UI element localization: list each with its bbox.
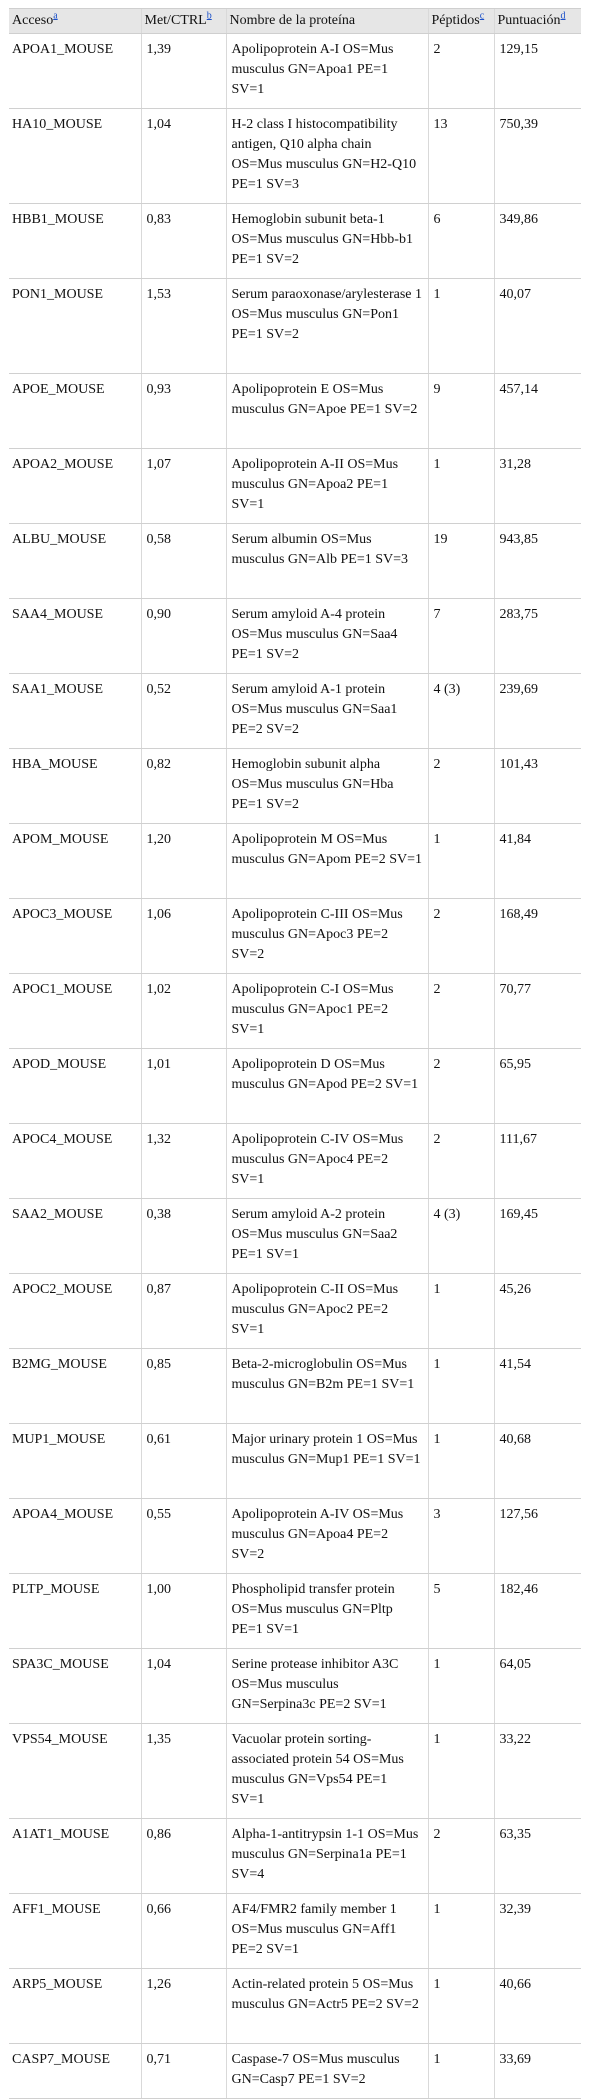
peptides-cell: 1 xyxy=(428,1274,494,1349)
protein-name-cell: Apolipoprotein C-II OS=Mus musculus GN=Apoc2 PE=2 SV=1 xyxy=(226,1274,428,1349)
score-cell: 943,85 xyxy=(494,524,581,599)
peptides-cell: 4 (3) xyxy=(428,674,494,749)
accession-cell: APOA4_MOUSE xyxy=(9,1499,141,1574)
accession-cell: APOC4_MOUSE xyxy=(9,1124,141,1199)
score-cell: 32,39 xyxy=(494,1894,581,1969)
accession-cell: PLTP_MOUSE xyxy=(9,1574,141,1649)
score-cell: 70,77 xyxy=(494,974,581,1049)
accession-cell: APOC3_MOUSE xyxy=(9,899,141,974)
table-row xyxy=(9,1574,581,1649)
header-protein-name: Nombre de la proteína xyxy=(226,9,428,34)
ratio-cell: 1,00 xyxy=(141,1574,226,1649)
table-row xyxy=(9,824,581,899)
table-row xyxy=(9,1349,581,1424)
protein-name-cell: Serum paraoxonase/arylesterase 1 OS=Mus musculus GN=Pon1 PE=1 SV=2 xyxy=(226,279,428,374)
ratio-cell: 1,04 xyxy=(141,109,226,204)
peptides-cell: 1 xyxy=(428,449,494,524)
protein-name-cell: Apolipoprotein A-IV OS=Mus musculus GN=Apoa4 PE=2 SV=2 xyxy=(226,1499,428,1574)
table-row xyxy=(9,204,581,279)
score-cell: 45,26 xyxy=(494,1274,581,1349)
peptides-cell: 13 xyxy=(428,109,494,204)
peptides-cell: 1 xyxy=(428,1724,494,1819)
table-row xyxy=(9,1894,581,1969)
table-row xyxy=(9,1724,581,1819)
peptides-cell: 1 xyxy=(428,1649,494,1724)
score-cell: 111,67 xyxy=(494,1124,581,1199)
score-cell: 750,39 xyxy=(494,109,581,204)
score-cell: 129,15 xyxy=(494,34,581,109)
header-score: Puntuación$^d$ xyxy=(494,9,581,34)
peptides-cell: 2 xyxy=(428,1819,494,1894)
peptides-cell: 19 xyxy=(428,524,494,599)
accession-cell: APOE_MOUSE xyxy=(9,374,141,449)
protein-name-cell: Apolipoprotein D OS=Mus musculus GN=Apod PE=2 SV=1 xyxy=(226,1049,428,1124)
score-cell: 63,35 xyxy=(494,1819,581,1894)
ratio-cell: 1,32 xyxy=(141,1124,226,1199)
ratio-cell: 0,82 xyxy=(141,749,226,824)
peptides-cell: 2 xyxy=(428,749,494,824)
score-cell: 40,07 xyxy=(494,279,581,374)
protein-name-cell: Serum amyloid A-1 protein OS=Mus musculus GN=Saa1 PE=2 SV=2 xyxy=(226,674,428,749)
accession-cell: B2MG_MOUSE xyxy=(9,1349,141,1424)
peptides-cell: 1 xyxy=(428,1424,494,1499)
table-row xyxy=(9,749,581,824)
accession-cell: ARP5_MOUSE xyxy=(9,1969,141,2044)
protein-name-cell: Apolipoprotein C-IV OS=Mus musculus GN=Apoc4 PE=2 SV=1 xyxy=(226,1124,428,1199)
header-accession: Acceso$^a$ xyxy=(9,9,141,34)
ratio-cell: 1,01 xyxy=(141,1049,226,1124)
table-row xyxy=(9,1649,581,1724)
ratio-cell: 0,85 xyxy=(141,1349,226,1424)
protein-name-cell: Apolipoprotein A-II OS=Mus musculus GN=Apoa2 PE=1 SV=1 xyxy=(226,449,428,524)
protein-name-cell: Apolipoprotein E OS=Mus musculus GN=Apoe PE=1 SV=2 xyxy=(226,374,428,449)
table-row xyxy=(9,2044,581,2099)
accession-cell: APOA2_MOUSE xyxy=(9,449,141,524)
ratio-cell: 0,83 xyxy=(141,204,226,279)
accession-cell: SPA3C_MOUSE xyxy=(9,1649,141,1724)
accession-cell: HA10_MOUSE xyxy=(9,109,141,204)
accession-cell: PON1_MOUSE xyxy=(9,279,141,374)
table-row xyxy=(9,1274,581,1349)
protein-name-cell: Alpha-1-antitrypsin 1-1 OS=Mus musculus GN=Serpina1a PE=1 SV=4 xyxy=(226,1819,428,1894)
protein-name-cell: Apolipoprotein C-I OS=Mus musculus GN=Apoc1 PE=2 SV=1 xyxy=(226,974,428,1049)
protein-name-cell: Serum albumin OS=Mus musculus GN=Alb PE=1 SV=3 xyxy=(226,524,428,599)
accession-cell: SAA1_MOUSE xyxy=(9,674,141,749)
protein-name-cell: Phospholipid transfer protein OS=Mus musculus GN=Pltp PE=1 SV=1 xyxy=(226,1574,428,1649)
footnote-link-b[interactable]: b xyxy=(206,10,212,22)
score-cell: 40,68 xyxy=(494,1424,581,1499)
table-row xyxy=(9,1049,581,1124)
score-cell: 283,75 xyxy=(494,599,581,674)
ratio-cell: 0,52 xyxy=(141,674,226,749)
peptides-cell: 1 xyxy=(428,1349,494,1424)
table-row xyxy=(9,109,581,204)
accession-cell: SAA4_MOUSE xyxy=(9,599,141,674)
protein-name-cell: Hemoglobin subunit alpha OS=Mus musculus GN=Hba PE=1 SV=2 xyxy=(226,749,428,824)
table-row xyxy=(9,1424,581,1499)
table-row xyxy=(9,374,581,449)
ratio-cell: 0,90 xyxy=(141,599,226,674)
table-row xyxy=(9,1199,581,1274)
protein-name-cell: Beta-2-microglobulin OS=Mus musculus GN=B2m PE=1 SV=1 xyxy=(226,1349,428,1424)
score-cell: 349,86 xyxy=(494,204,581,279)
accession-cell: A1AT1_MOUSE xyxy=(9,1819,141,1894)
ratio-cell: 1,53 xyxy=(141,279,226,374)
header-row xyxy=(9,9,581,34)
table-row xyxy=(9,34,581,109)
ratio-cell: 0,61 xyxy=(141,1424,226,1499)
ratio-cell: 1,35 xyxy=(141,1724,226,1819)
score-cell: 239,69 xyxy=(494,674,581,749)
peptides-cell: 2 xyxy=(428,899,494,974)
ratio-cell: 0,86 xyxy=(141,1819,226,1894)
protein-name-cell: Apolipoprotein C-III OS=Mus musculus GN=Apoc3 PE=2 SV=2 xyxy=(226,899,428,974)
table-body xyxy=(9,34,581,2099)
footnote-link-d[interactable]: d xyxy=(560,10,566,22)
header-ratio: Met/CTRL$^b$ xyxy=(141,9,226,34)
ratio-cell: 1,26 xyxy=(141,1969,226,2044)
score-cell: 169,45 xyxy=(494,1199,581,1274)
protein-name-cell: Serum amyloid A-2 protein OS=Mus musculus GN=Saa2 PE=1 SV=1 xyxy=(226,1199,428,1274)
peptides-cell: 1 xyxy=(428,279,494,374)
protein-name-cell: H-2 class I histocompatibility antigen, Q10 alpha chain OS=Mus musculus GN=H2-Q10 PE=1 SV=3 xyxy=(226,109,428,204)
table-row xyxy=(9,524,581,599)
table-row xyxy=(9,279,581,374)
peptides-cell: 2 xyxy=(428,974,494,1049)
score-cell: 182,46 xyxy=(494,1574,581,1649)
protein-name-cell: Serine protease inhibitor A3C OS=Mus musculus GN=Serpina3c PE=2 SV=1 xyxy=(226,1649,428,1724)
accession-cell: ALBU_MOUSE xyxy=(9,524,141,599)
peptides-cell: 1 xyxy=(428,1969,494,2044)
footnote-link-a[interactable]: a xyxy=(53,10,58,22)
score-cell: 41,54 xyxy=(494,1349,581,1424)
score-cell: 41,84 xyxy=(494,824,581,899)
ratio-cell: 1,39 xyxy=(141,34,226,109)
peptides-cell: 9 xyxy=(428,374,494,449)
accession-cell: APOM_MOUSE xyxy=(9,824,141,899)
ratio-cell: 0,87 xyxy=(141,1274,226,1349)
score-cell: 33,69 xyxy=(494,2044,581,2099)
protein-name-cell: AF4/FMR2 family member 1 OS=Mus musculus GN=Aff1 PE=2 SV=1 xyxy=(226,1894,428,1969)
peptides-cell: 2 xyxy=(428,1049,494,1124)
score-cell: 31,28 xyxy=(494,449,581,524)
table-row xyxy=(9,449,581,524)
accession-cell: CASP7_MOUSE xyxy=(9,2044,141,2099)
ratio-cell: 0,55 xyxy=(141,1499,226,1574)
ratio-cell: 1,04 xyxy=(141,1649,226,1724)
ratio-cell: 0,93 xyxy=(141,374,226,449)
ratio-cell: 0,66 xyxy=(141,1894,226,1969)
protein-table xyxy=(9,8,581,2099)
score-cell: 168,49 xyxy=(494,899,581,974)
score-cell: 33,22 xyxy=(494,1724,581,1819)
ratio-cell: 1,02 xyxy=(141,974,226,1049)
score-cell: 457,14 xyxy=(494,374,581,449)
table-row xyxy=(9,1819,581,1894)
peptides-cell: 7 xyxy=(428,599,494,674)
table-row xyxy=(9,899,581,974)
table-row xyxy=(9,674,581,749)
ratio-cell: 0,71 xyxy=(141,2044,226,2099)
protein-name-cell: Hemoglobin subunit beta-1 OS=Mus musculus GN=Hbb-b1 PE=1 SV=2 xyxy=(226,204,428,279)
table-header xyxy=(9,9,581,34)
header-peptides: Péptidos$^c$ xyxy=(428,9,494,34)
peptides-cell: 1 xyxy=(428,1894,494,1969)
accession-cell: MUP1_MOUSE xyxy=(9,1424,141,1499)
accession-cell: APOC2_MOUSE xyxy=(9,1274,141,1349)
score-cell: 127,56 xyxy=(494,1499,581,1574)
score-cell: 64,05 xyxy=(494,1649,581,1724)
accession-cell: SAA2_MOUSE xyxy=(9,1199,141,1274)
protein-name-cell: Caspase-7 OS=Mus musculus GN=Casp7 PE=1 SV=2 xyxy=(226,2044,428,2099)
table-row xyxy=(9,1124,581,1199)
peptides-cell: 1 xyxy=(428,824,494,899)
score-cell: 101,43 xyxy=(494,749,581,824)
ratio-cell: 0,58 xyxy=(141,524,226,599)
peptides-cell: 2 xyxy=(428,1124,494,1199)
protein-name-cell: Vacuolar protein sorting-associated protein 54 OS=Mus musculus GN=Vps54 PE=1 SV=1 xyxy=(226,1724,428,1819)
accession-cell: APOD_MOUSE xyxy=(9,1049,141,1124)
accession-cell: AFF1_MOUSE xyxy=(9,1894,141,1969)
table-row xyxy=(9,1499,581,1574)
accession-cell: APOC1_MOUSE xyxy=(9,974,141,1049)
accession-cell: APOA1_MOUSE xyxy=(9,34,141,109)
peptides-cell: 4 (3) xyxy=(428,1199,494,1274)
accession-cell: HBA_MOUSE xyxy=(9,749,141,824)
peptides-cell: 1 xyxy=(428,2044,494,2099)
footnote-link-c[interactable]: c xyxy=(479,10,485,22)
peptides-cell: 2 xyxy=(428,34,494,109)
protein-name-cell: Major urinary protein 1 OS=Mus musculus GN=Mup1 PE=1 SV=1 xyxy=(226,1424,428,1499)
ratio-cell: 1,20 xyxy=(141,824,226,899)
ratio-cell: 1,07 xyxy=(141,449,226,524)
score-cell: 40,66 xyxy=(494,1969,581,2044)
score-cell: 65,95 xyxy=(494,1049,581,1124)
protein-name-cell: Serum amyloid A-4 protein OS=Mus musculus GN=Saa4 PE=1 SV=2 xyxy=(226,599,428,674)
ratio-cell: 1,06 xyxy=(141,899,226,974)
protein-name-cell: Apolipoprotein A-I OS=Mus musculus GN=Apoa1 PE=1 SV=1 xyxy=(226,34,428,109)
peptides-cell: 6 xyxy=(428,204,494,279)
table-row xyxy=(9,599,581,674)
table-row xyxy=(9,1969,581,2044)
protein-name-cell: Actin-related protein 5 OS=Mus musculus GN=Actr5 PE=2 SV=2 xyxy=(226,1969,428,2044)
accession-cell: VPS54_MOUSE xyxy=(9,1724,141,1819)
peptides-cell: 5 xyxy=(428,1574,494,1649)
accession-cell: HBB1_MOUSE xyxy=(9,204,141,279)
peptides-cell: 3 xyxy=(428,1499,494,1574)
table-row xyxy=(9,974,581,1049)
protein-name-cell: Apolipoprotein M OS=Mus musculus GN=Apom PE=2 SV=1 xyxy=(226,824,428,899)
ratio-cell: 0,38 xyxy=(141,1199,226,1274)
